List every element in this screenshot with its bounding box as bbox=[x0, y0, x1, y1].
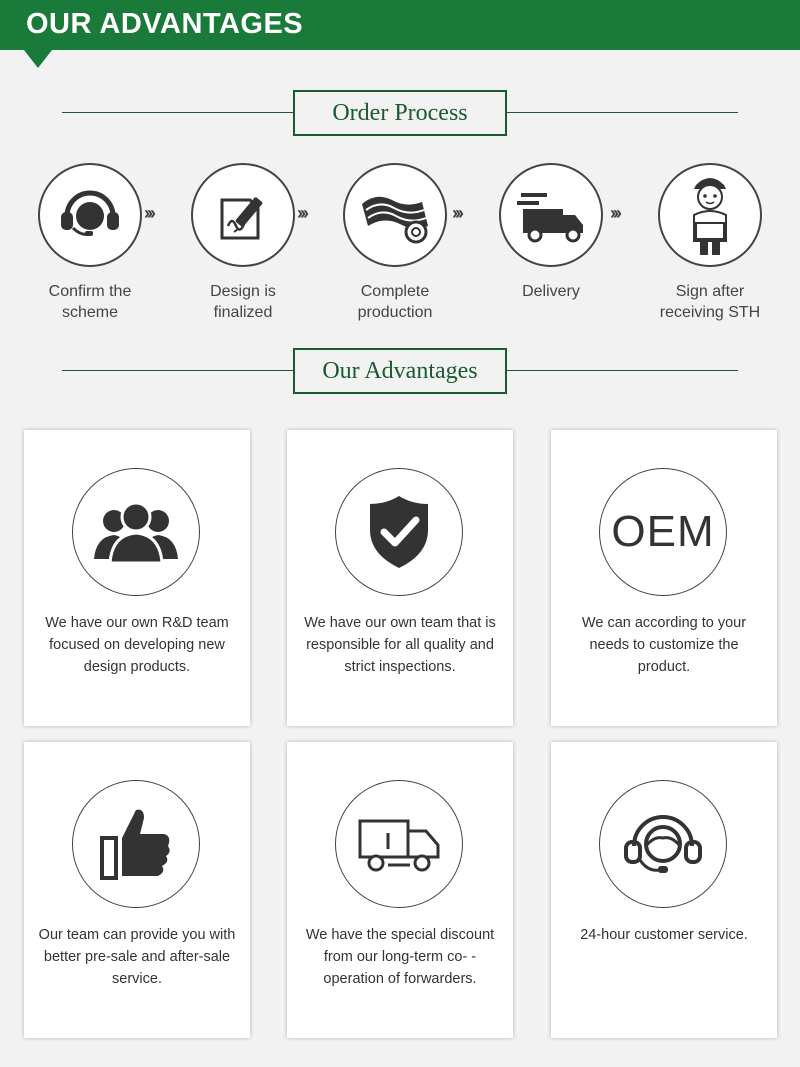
step-label: Complete production bbox=[357, 283, 433, 321]
divider-line bbox=[62, 112, 294, 113]
team-icon bbox=[72, 468, 200, 596]
card-text: 24-hour customer service. bbox=[580, 927, 748, 943]
order-process-title: Order Process bbox=[293, 90, 507, 136]
advantage-card-rd-team bbox=[24, 430, 250, 726]
card-text: We have our own team that is responsible for all quality and strict inspections. bbox=[304, 615, 496, 675]
advantage-card-quality bbox=[287, 430, 513, 726]
step-arrow-icon: ››› bbox=[610, 203, 619, 223]
step-arrow-icon: ››› bbox=[452, 203, 461, 223]
step-arrow-icon: ››› bbox=[144, 203, 153, 223]
card-text: We can according to your needs to customize the product. bbox=[581, 615, 747, 675]
process-step-production bbox=[320, 163, 470, 323]
banner-notch bbox=[24, 50, 52, 68]
step-label: Design is finalized bbox=[210, 283, 276, 321]
delivery-man-icon bbox=[658, 163, 762, 267]
divider-line bbox=[506, 112, 738, 113]
advantage-card-forwarders bbox=[287, 742, 513, 1038]
process-step-design bbox=[168, 163, 318, 323]
step-label: Sign after receiving STH bbox=[659, 283, 761, 321]
order-process-heading bbox=[62, 90, 738, 136]
header-banner bbox=[0, 0, 800, 50]
banner-title: OUR ADVANTAGES bbox=[26, 8, 304, 40]
design-pen-icon bbox=[191, 163, 295, 267]
headset-icon bbox=[38, 163, 142, 267]
advantages-title: Our Advantages bbox=[293, 348, 507, 394]
headset-outline-icon bbox=[599, 780, 727, 908]
divider-line bbox=[62, 370, 294, 371]
carpet-roll-icon bbox=[343, 163, 447, 267]
advantage-card-service bbox=[24, 742, 250, 1038]
process-step-confirm bbox=[15, 163, 165, 323]
oem-icon bbox=[599, 468, 727, 596]
thumbs-up-icon bbox=[72, 780, 200, 908]
step-label: Delivery bbox=[522, 283, 580, 300]
delivery-truck-icon bbox=[499, 163, 603, 267]
card-text: We have the special discount from our long-term co- -operation of forwarders. bbox=[305, 927, 495, 987]
process-step-delivery bbox=[476, 163, 626, 302]
card-text: We have our own R&D team focused on developing new design products. bbox=[45, 615, 229, 675]
oem-label: OEM bbox=[611, 507, 715, 556]
advantage-card-support bbox=[551, 742, 777, 1038]
step-label: Confirm the scheme bbox=[48, 283, 132, 321]
step-arrow-icon: ››› bbox=[297, 203, 306, 223]
shield-check-icon bbox=[335, 468, 463, 596]
advantages-heading bbox=[62, 348, 738, 394]
divider-line bbox=[506, 370, 738, 371]
truck-outline-icon bbox=[335, 780, 463, 908]
advantage-card-oem bbox=[551, 430, 777, 726]
card-text: Our team can provide you with better pre-sale and after-sale service. bbox=[38, 927, 236, 987]
process-step-sign bbox=[635, 163, 785, 323]
